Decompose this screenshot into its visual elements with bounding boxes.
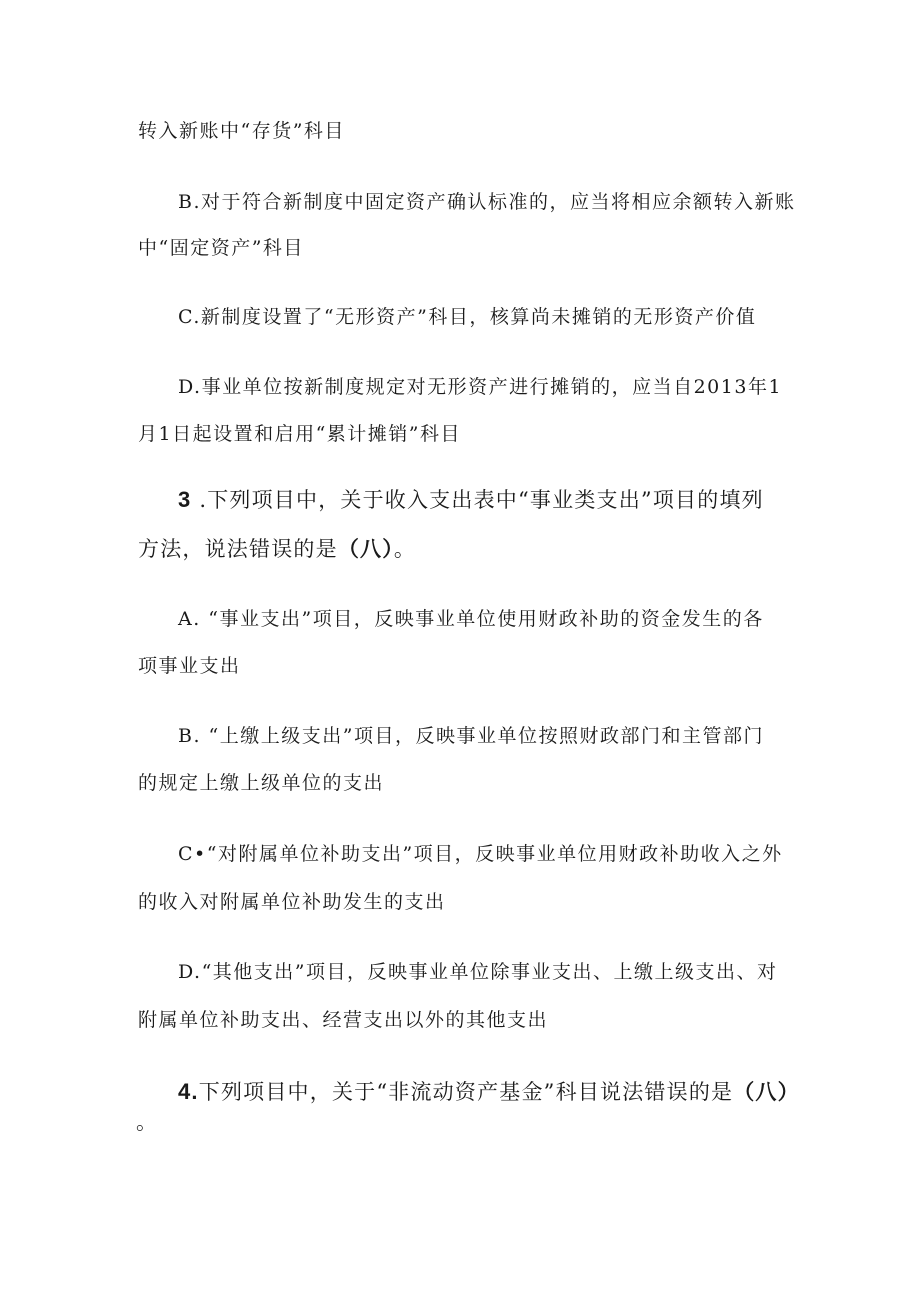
question-4-stem: 下列项目中，关于“非流动资产基金”科目说法错误的是: [198, 1080, 734, 1104]
option-c-line-1: C.新制度设置了“无形资产”科目，核算尚未摊销的无形资产价值: [178, 306, 757, 328]
option-d-line-2: 月1日起设置和启用“累计摊销”科目: [138, 423, 462, 445]
question-3-number: 3: [178, 487, 192, 512]
q3-option-c-line-2: 的收入对附属单位补助发生的支出: [138, 891, 446, 913]
question-3-line-1: [178, 488, 764, 512]
q3-option-a-line-1: A. “事业支出”项目，反映事业单位使用财政补助的资金发生的各: [178, 608, 764, 630]
question-4-number: 4.: [178, 1079, 199, 1104]
question-3-stem-2: 方法，说法错误的是: [138, 537, 338, 561]
option-b-line-1: B.对于符合新制度中固定资产确认标准的，应当将相应余额转入新账: [178, 191, 796, 213]
q3-option-d-line-2: 附属单位补助支出、经营支出以外的其他支出: [138, 1009, 549, 1031]
question-3-stem-1: .下列项目中，关于收入支出表中“事业类支出”项目的填列: [191, 488, 764, 512]
q3-option-a-line-2: 项事业支出: [138, 655, 241, 677]
option-d-line-1: D.事业单位按新制度规定对无形资产进行摊销的，应当自2013年1: [178, 376, 783, 398]
q3-option-b-line-1: B. “上缴上级支出”项目，反映事业单位按照财政部门和主管部门: [178, 725, 764, 747]
q3-option-b-line-2: 的规定上缴上级单位的支出: [138, 772, 385, 794]
question-4-line-2: 。: [136, 1110, 159, 1134]
q3-option-c-line-1: C•“对附属单位补助支出”项目，反映事业单位用财政补助收入之外: [178, 843, 783, 865]
question-3-answer: （八）: [337, 538, 394, 561]
question-4-line-1: [178, 1080, 800, 1105]
question-4-answer: （八）: [733, 1081, 800, 1104]
question-3-line-2: [138, 537, 416, 562]
question-3-end: 。: [393, 537, 417, 561]
q3-option-d-line-1: D.“其他支出”项目，反映事业单位除事业支出、上缴上级支出、对: [178, 961, 778, 983]
option-a-continuation: 转入新账中“存货”科目: [138, 120, 345, 142]
option-b-line-2: 中“固定资产”科目: [138, 237, 304, 259]
